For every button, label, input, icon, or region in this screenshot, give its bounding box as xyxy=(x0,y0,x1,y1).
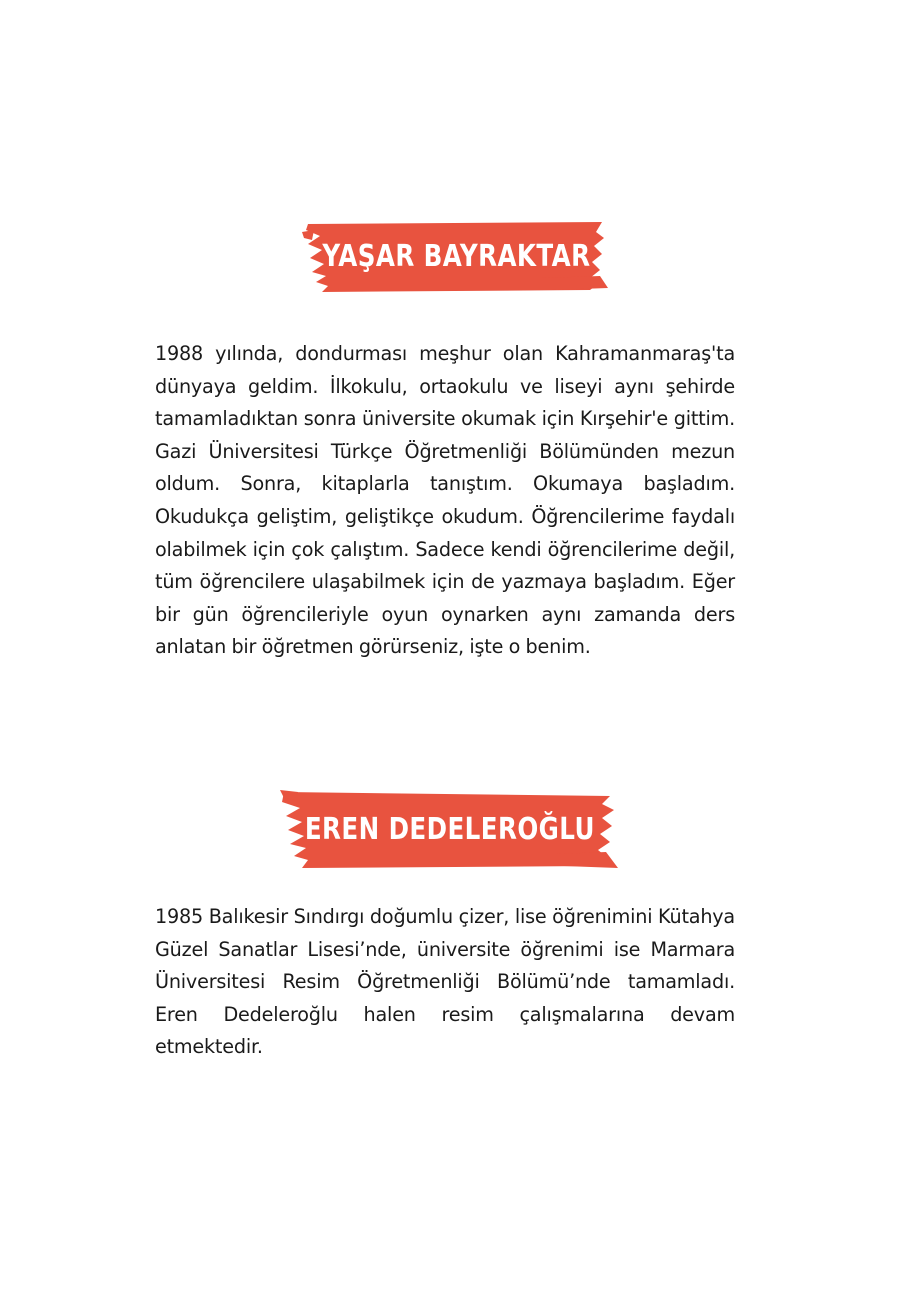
author-bio: 1988 yılında, dondurması meşhur olan Kahramanmaraş'ta dünyaya geldim. İlkokulu, ortaokulu ve liseyi aynı şehirde tamamladıktan sonra üniversite okumak için Kırşehir'e gittim. Gazi Üniversitesi Türkçe Öğretmenliği Bölümünden mezun oldum. Sonra, kitaplarla tanıştım. Okumaya başladım. Okudukça geliştim, geliştikçe okudum. Öğrencilerime faydalı olabilmek için çok çalıştım. Sadece kendi öğrencilerime değil, tüm öğrencilere ulaşabilmek için de yazmaya başladım. Eğer bir gün öğrencileriyle oyun oynarken aynı zamanda ders anlatan bir öğretmen görürseniz, işte o benim. xyxy=(155,342,735,659)
author-name-banner xyxy=(302,218,610,294)
illustrator-name-banner xyxy=(280,788,620,870)
author-name: YAŞAR BAYRAKTAR xyxy=(321,238,591,274)
illustrator-bio: 1985 Balıkesir Sındırgı doğumlu çizer, lise öğrenimini Kütahya Güzel Sanatlar Lisesi’nde, üniversite öğrenimi ise Marmara Üniversitesi Resim Öğretmenliği Bölümü’nde tamamladı. Eren Dedeleroğlu halen resim çalışmalarına devam etmektedir. xyxy=(155,905,735,1059)
illustrator-name: EREN DEDELEROĞLU xyxy=(304,811,596,847)
